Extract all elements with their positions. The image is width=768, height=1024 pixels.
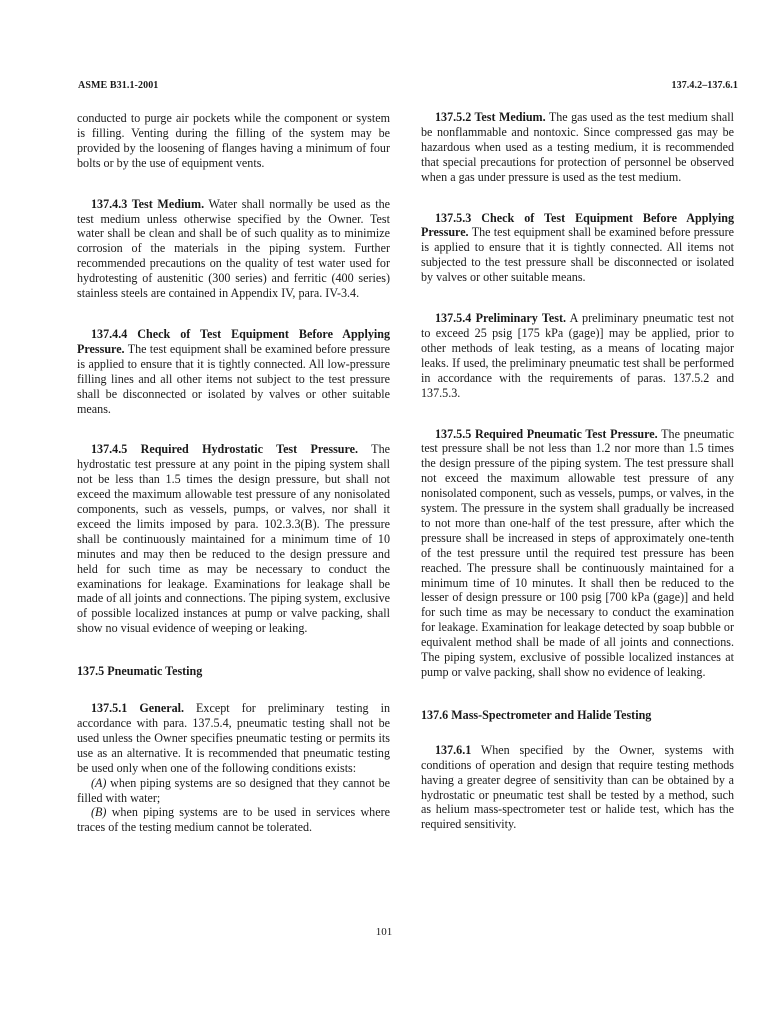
- right-column: [421, 110, 734, 832]
- section-body: Except for preliminary testing in accordance with para. 137.5.4, pneumatic testing shall not be used unless the Owner specifies pneumatic testing or permits its use as an alternative. It is recommended that pneumatic testing be used only when one of the following conditions exists:: [77, 701, 390, 775]
- page-header: [78, 80, 738, 91]
- continuation-paragraph: conducted to purge air pockets while the component or system is filling. Venting during the filling of the system may be provided by the loosening of flanges having a minimum of four bolts or by the use of equipment vents.: [77, 111, 390, 170]
- section-heading-137-5: 137.5 Pneumatic Testing: [77, 664, 203, 679]
- section-title: 137.6.1: [435, 742, 472, 757]
- list-item-a: [77, 776, 390, 806]
- section-137-4-5: [77, 442, 390, 636]
- section-body: A preliminary pneumatic test not to exceed 25 psig [175 kPa (gage)] may be applied, prior to other methods of leak testing, as a means of locating major leaks. If used, the preliminary pneumatic test shall be performed in accordance with the requirements of paras. 137.5.2 and 137.5.3.: [421, 311, 734, 400]
- section-title: 137.4.5 Required Hydrostatic Test Pressure.: [91, 442, 359, 457]
- section-body: When specified by the Owner, systems with conditions of operation and design that require testing methods having a greater degree of sensitivity than can be obtained by a hydrostatic or pneumatic test shall be tested by a method, such as helium mass-spectrometer test or halide test, which has the required sensitivity.: [421, 742, 734, 832]
- section-body: The test equipment shall be examined before pressure is applied to ensure that it is tightly connected. All low-pressure filling lines and all other items not subject to the test pressure shall be disconnected or isolated by valves or other suitable means.: [77, 341, 390, 416]
- list-item-label: (A): [91, 775, 107, 790]
- section-heading-137-6: 137.6 Mass-Spectrometer and Halide Testing: [421, 707, 652, 722]
- section-body: The pneumatic test pressure shall be not less than 1.2 nor more than 1.5 times the design pressure of the piping system. The test pressure shall not exceed the maximum allowable test pressure of any nonisolated component, such as vessels, pumps, or valves, in the system. The pressure in the system shall gradually be increased to not more than one-half of the test pressure, after which the pressure shall be increased in steps of approximately one-tenth of the test pressure until the required test pressure has been reached. The pressure shall be continuously maintained for a minimum time of 10 minutes. It shall then be reduced to the lesser of design pressure or 100 psig [700 kPa (gage)] and held for such time as may be necessary to conduct the examination for leakage. Examination for leakage detected by soap bubble or equivalent method shall be made of all joints and connections. The piping system, exclusive of possible localized instances at pump or valve packing, shall show no evidence of leaking.: [421, 426, 734, 679]
- section-title: 137.5.3 Check of Test Equipment Before Applying Pressure.: [421, 210, 734, 240]
- section-137-6-1: [421, 743, 734, 832]
- section-137-5-4: [421, 311, 734, 400]
- list-item-body: when piping systems are to be used in services where traces of the testing medium cannot be tolerated.: [77, 805, 390, 835]
- document-title: ASME B31.1-2001: [78, 80, 159, 91]
- section-title: 137.5.2 Test Medium.: [435, 110, 546, 124]
- page-number: 101: [375, 926, 393, 938]
- section-body: The gas used as the test medium shall be nonflammable and nontoxic. Since compressed gas may be hazardous when used as a testing medium, it is recommended that special precautions for protection of personnel be observed when a gas under pressure is used as the test medium.: [421, 110, 734, 184]
- section-title: 137.5.1 General.: [91, 701, 184, 716]
- section-137-5-1: [77, 701, 390, 776]
- section-body: Water shall normally be used as the test medium unless otherwise specified by the Owner. Test water shall be clean and shall be of such quality as to minimize corrosion of the materials in the piping system. Further recommended precautions on the quality of test water used for hydrotesting of austenitic (300 series) and ferritic (400 series) stainless steels are contained in Appendix IV, para. IV-3.4.: [77, 196, 390, 301]
- section-title: 137.4.3 Test Medium.: [91, 196, 205, 211]
- list-item-body: when piping systems are so designed that they cannot be filled with water;: [77, 775, 390, 805]
- section-title: 137.5.5 Required Pneumatic Test Pressure.: [435, 426, 658, 441]
- section-137-4-4: [77, 327, 390, 416]
- section-137-4-3: [77, 197, 390, 301]
- section-137-5-3: [421, 211, 734, 286]
- section-body: The hydrostatic test pressure at any point in the piping system shall not be less than 1.5 times the design pressure, but shall not exceed the maximum allowable test pressure of any nonisolated components, such as vessels, pumps, or valves, nor shall it exceed the limits imposed by para. 102.3.3(B). The pressure shall be continuously maintained for a minimum time of 10 minutes and may then be reduced to the design pressure and held for such time as may be necessary to conduct the examinations for leakage. Examinations for leakage shall be made of all joints and connections. The piping system, exclusive of possible localized instances at pump or valve packing, shall show no visual evidence of weeping or leaking.: [77, 442, 390, 636]
- section-137-5-5: [421, 427, 734, 680]
- list-item-b: [77, 805, 390, 835]
- section-title: 137.5.4 Preliminary Test.: [435, 311, 567, 326]
- left-column: [77, 111, 390, 835]
- section-range: 137.4.2–137.6.1: [671, 80, 738, 91]
- section-137-5-2: [421, 110, 734, 185]
- section-title: 137.4.4 Check of Test Equipment Before Applying Pressure.: [77, 326, 390, 356]
- section-body: The test equipment shall be examined before pressure is applied to ensure that it is tightly connected. All items not subjected to the test pressure shall be disconnected or isolated by valves or other suitable means.: [421, 225, 734, 285]
- list-item-label: (B): [91, 805, 107, 820]
